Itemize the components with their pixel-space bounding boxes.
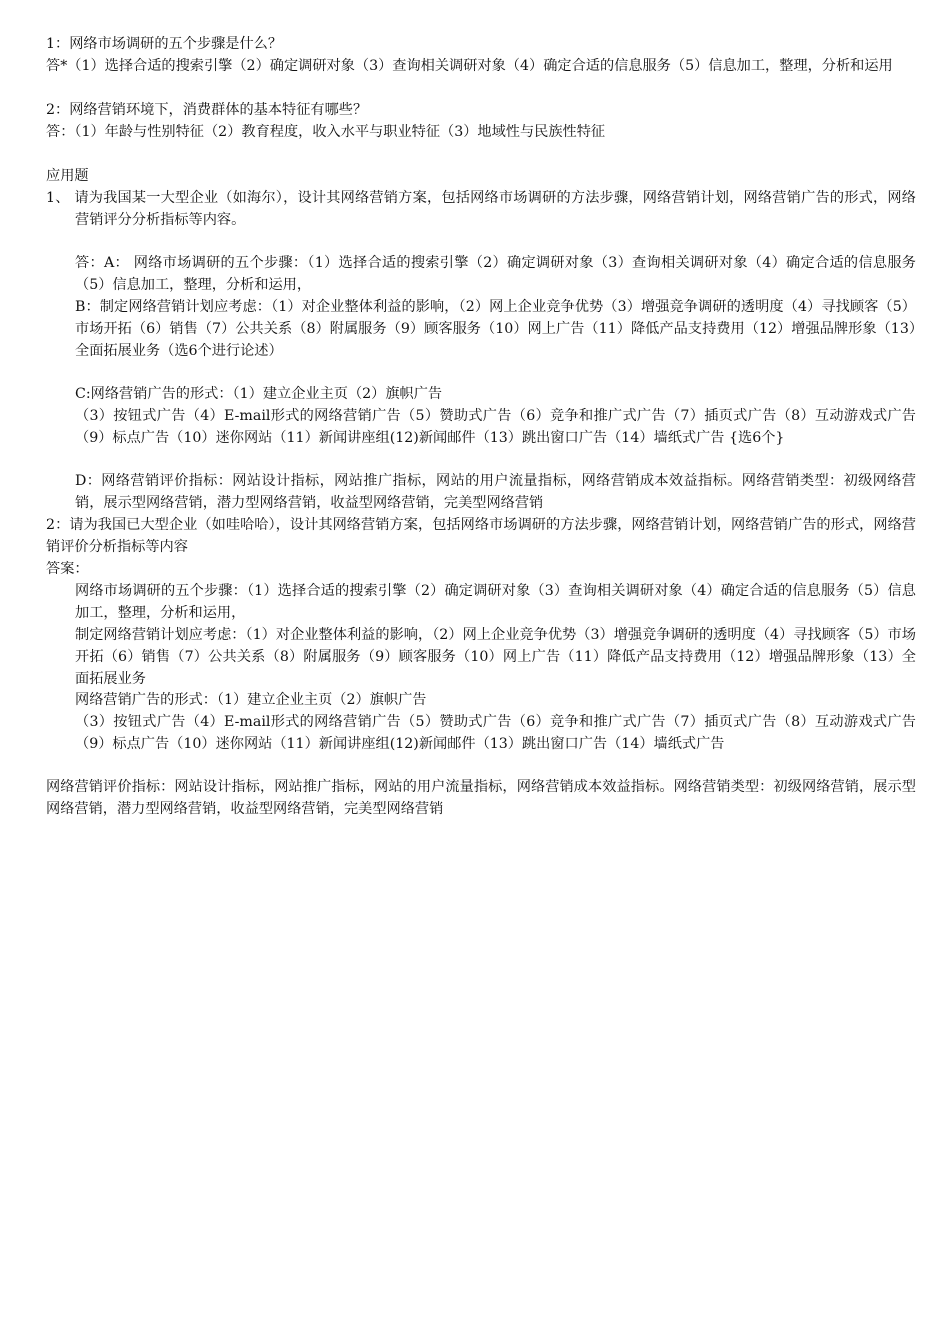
answer-part-c-body: （3）按钮式广告（4）E-mail形式的网络营销广告（5）赞助式广告（6）竞争和推广式广告（7）插页式广告（8）互动游戏式广告（9）标点广告（10）迷你网站（11）新闻讲座组(12)新闻邮件（13）跳出窗口广告（14）墙纸式广告 {选6个} bbox=[75, 408, 916, 446]
answer-part-c-title: C:网络营销广告的形式：（1）建立企业主页（2）旗帜广告 bbox=[75, 386, 443, 402]
section-title: 应用题 bbox=[46, 168, 89, 184]
answer-part-b: B：制定网络营销计划应考虑：（1）对企业整体利益的影响，（2）网上企业竞争优势（3）增强竞争调研的透明度（4）寻找顾客（5）市场开拓（6）销售（7）公共关系（8）附属服务（9）顾客服务（10）网上广告（11）降低产品支持费用（12）增强品牌形象（13）全面拓展业务（选6个进行论述） bbox=[75, 299, 916, 359]
answer-2-plan: 制定网络营销计划应考虑：（1）对企业整体利益的影响，（2）网上企业竞争优势（3）增强竞争调研的透明度（4）寻找顾客（5）市场开拓（6）销售（7）公共关系（8）附属服务（9）顾客服务（10）网上广告（11）降低产品支持费用（12）增强品牌形象（13）全面拓展业务 bbox=[75, 627, 916, 687]
answer-part-a: 答：A： 网络市场调研的五个步骤：（1）选择合适的搜索引擎（2）确定调研对象（3）查询相关调研对象（4）确定合适的信息服务（5）信息加工，整理，分析和运用， bbox=[75, 255, 916, 293]
answer-2-evaluation: 网络营销评价指标：网站设计指标，网站推广指标，网站的用户流量指标，网络营销成本效益指标。网络营销类型：初级网络营销，展示型网络营销，潜力型网络营销，收益型网络营销，完美型网络营销 bbox=[46, 779, 916, 817]
application-question-1: 1、 请为我国某一大型企业（如海尔），设计其网络营销方案，包括网络市场调研的方法步骤，网络营销计划，网络营销广告的形式，网络营销评分分析指标等内容。 bbox=[46, 190, 916, 228]
question-2: 2：网络营销环境下，消费群体的基本特征有哪些？ bbox=[46, 102, 368, 118]
answer-label: 答案： bbox=[46, 561, 89, 577]
answer-2-ad-title: 网络营销广告的形式：（1）建立企业主页（2）旗帜广告 bbox=[75, 692, 427, 708]
question-1: 1：网络市场调研的五个步骤是什么？ bbox=[46, 36, 283, 52]
answer-2-ad-body: （3）按钮式广告（4）E-mail形式的网络营销广告（5）赞助式广告（6）竞争和推广式广告（7）插页式广告（8）互动游戏式广告（9）标点广告（10）迷你网站（11）新闻讲座组(12)新闻邮件（13）跳出窗口广告（14）墙纸式广告 bbox=[75, 714, 916, 752]
answer-part-d: D：网络营销评价指标：网站设计指标，网站推广指标，网站的用户流量指标，网络营销成本效益指标。网络营销类型：初级网络营销，展示型网络营销，潜力型网络营销，收益型网络营销，完美型网络营销 bbox=[75, 473, 916, 511]
answer-2: 答：（1）年龄与性别特征（2）教育程度，收入水平与职业特征（3）地域性与民族性特征 bbox=[46, 124, 606, 140]
application-question-2: 2：请为我国已大型企业（如哇哈哈），设计其网络营销方案，包括网络市场调研的方法步骤，网络营销计划，网络营销广告的形式，网络营销评价分析指标等内容 bbox=[46, 517, 916, 555]
answer-2-steps: 网络市场调研的五个步骤：（1）选择合适的搜索引擎（2）确定调研对象（3）查询相关调研对象（4）确定合适的信息服务（5）信息加工，整理，分析和运用， bbox=[75, 583, 916, 621]
answer-1: 答*（1）选择合适的搜索引擎（2）确定调研对象（3）查询相关调研对象（4）确定合适的信息服务（5）信息加工，整理，分析和运用 bbox=[46, 58, 893, 74]
